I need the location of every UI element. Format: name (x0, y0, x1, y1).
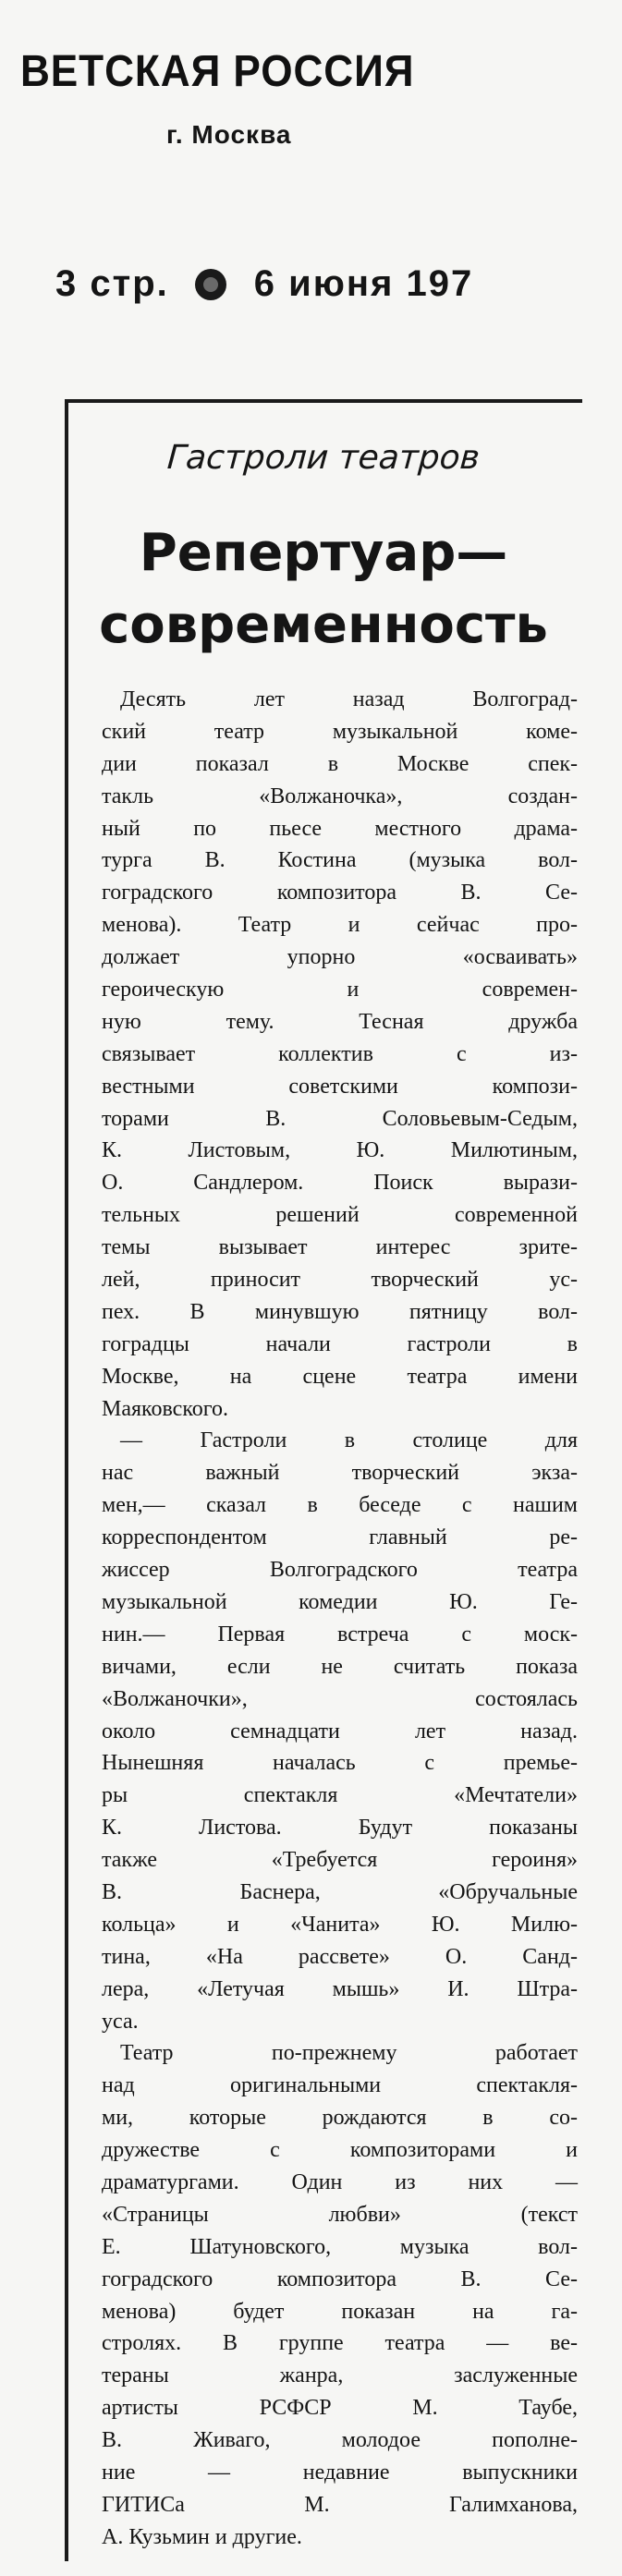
article-text-line: кольца» и «Чанита» Ю. Милю- (102, 1912, 578, 1937)
article-text-line: О. Сандлером. Поиск вырази- (102, 1171, 578, 1196)
article-text-line: драматургами. Один из них — (102, 2169, 578, 2194)
article-text-line: также «Требуется героиня» (102, 1848, 578, 1873)
article-text-line: В. Баснера, «Обручальные (102, 1879, 578, 1904)
article-text-line: ную тему. Тесная дружба (102, 1009, 578, 1034)
article-text-line: стролях. В группе театра — ве- (102, 2331, 578, 2356)
article-text-line: менова). Театр и сейчас про- (102, 913, 578, 938)
article-text-line: менова) будет показан на га- (102, 2299, 578, 2324)
article-frame-top-rule (65, 399, 582, 403)
article-text-line: корреспондентом главный ре- (102, 1525, 578, 1550)
article-text-line: дии показал в Москве спек- (102, 751, 578, 776)
article-text-line: вестными советскими компози- (102, 1074, 578, 1099)
article-text-line: должает упорно «осваивать» (102, 945, 578, 970)
article-headline (65, 517, 582, 662)
article-text-line: Нынешняя началась с премье- (102, 1751, 578, 1776)
article-text-line: пех. В минувшую пятницу вол- (102, 1299, 578, 1324)
article-text-line: «Страницы любви» (текст (102, 2202, 578, 2227)
article-text-line: уса. (102, 2009, 139, 2034)
article-text-line: гоградского композитора В. Се- (102, 881, 578, 905)
article-text-line: лей, приносит творческий ус- (102, 1268, 578, 1293)
article-text-line: Москве, на сцене театра имени (102, 1364, 578, 1389)
article-text-line: лера, «Летучая мышь» И. Штра- (102, 1976, 578, 2001)
article-body (102, 684, 578, 2554)
article-text-line: над оригинальными спектакля- (102, 2073, 578, 2098)
article-text-line: турга В. Костина (музыка вол- (102, 848, 578, 873)
headline-line: Репертуар— (139, 523, 508, 583)
article-text-line: нин.— Первая встреча с моск- (102, 1622, 578, 1646)
article-text-line: связывает коллектив с из- (102, 1041, 578, 1066)
article-text-line: тельных решений современной (102, 1203, 578, 1228)
article-rubric: Гастроли театров (165, 439, 482, 477)
article-text-line: жиссер Волгоградского театра (102, 1558, 578, 1583)
article-text-line: ры спектакля «Мечтатели» (102, 1783, 578, 1808)
article-text-line: вичами, если не считать показа (102, 1654, 578, 1679)
article-text-line: героическую и современ- (102, 978, 578, 1002)
article-text-line: К. Листова. Будут показаны (102, 1816, 578, 1841)
article-text-line: темы вызывает интерес зрите- (102, 1235, 578, 1260)
article-text-line: торами В. Соловьевым-Седым, (102, 1106, 578, 1131)
newspaper-masthead: ВЕТСКАЯ РОССИЯ (20, 47, 415, 96)
newspaper-city: г. Москва (166, 120, 292, 149)
article-text-line: Е. Шатуновского, музыка вол- (102, 2234, 578, 2259)
article-text-line: Театр по-прежнему работает (120, 2041, 578, 2066)
article-text-line: гоградского композитора В. Се- (102, 2266, 578, 2291)
article-text-line: такль «Волжаночка», создан- (102, 784, 578, 808)
article-text-line: Маяковского. (102, 1396, 229, 1421)
article-text-line: тина, «На рассвете» О. Санд- (102, 1944, 578, 1969)
article-text-line: музыкальной комедии Ю. Ге- (102, 1589, 578, 1614)
article-text-line: около семнадцати лет назад. (102, 1719, 578, 1744)
article-text-line: А. Кузьмин и другие. (102, 2524, 302, 2549)
article-text-line: ный по пьесе местного драма- (102, 816, 578, 841)
article-text-line: — Гастроли в столице для (120, 1428, 578, 1453)
page-number: 3 стр. (55, 263, 169, 304)
article-text-line: ми, которые рождаются в со- (102, 2106, 578, 2131)
article-text-line: тераны жанра, заслуженные (102, 2363, 578, 2388)
article-text-line: В. Живаго, молодое пополне- (102, 2428, 578, 2453)
article-text-line: «Волжаночки», состоялась (102, 1686, 578, 1711)
article-text-line: ский театр музыкальной коме- (102, 719, 578, 744)
article-text-line: артисты РСФСР М. Таубе, (102, 2396, 578, 2421)
article-text-line: мен,— сказал в беседе с нашим (102, 1493, 578, 1518)
article-text-line: дружестве с композиторами и (102, 2138, 578, 2163)
headline-line: современность (99, 595, 548, 655)
article-text-line: ГИТИСа М. Галимханова, (102, 2492, 578, 2517)
article-frame-left-rule (65, 399, 68, 2561)
article-text-line: нас важный творческий экза- (102, 1461, 578, 1486)
article-text-line: ние — недавние выпускники (102, 2460, 578, 2485)
dateline (55, 263, 473, 305)
article-text-line: гоградцы начали гастроли в (102, 1331, 578, 1356)
article-text-line: К. Листовым, Ю. Милютиным, (102, 1138, 578, 1163)
issue-date: 6 июня 197 (253, 263, 474, 304)
bullet-dot-icon (195, 269, 226, 300)
article-text-line: Десять лет назад Волгоград- (120, 687, 578, 711)
